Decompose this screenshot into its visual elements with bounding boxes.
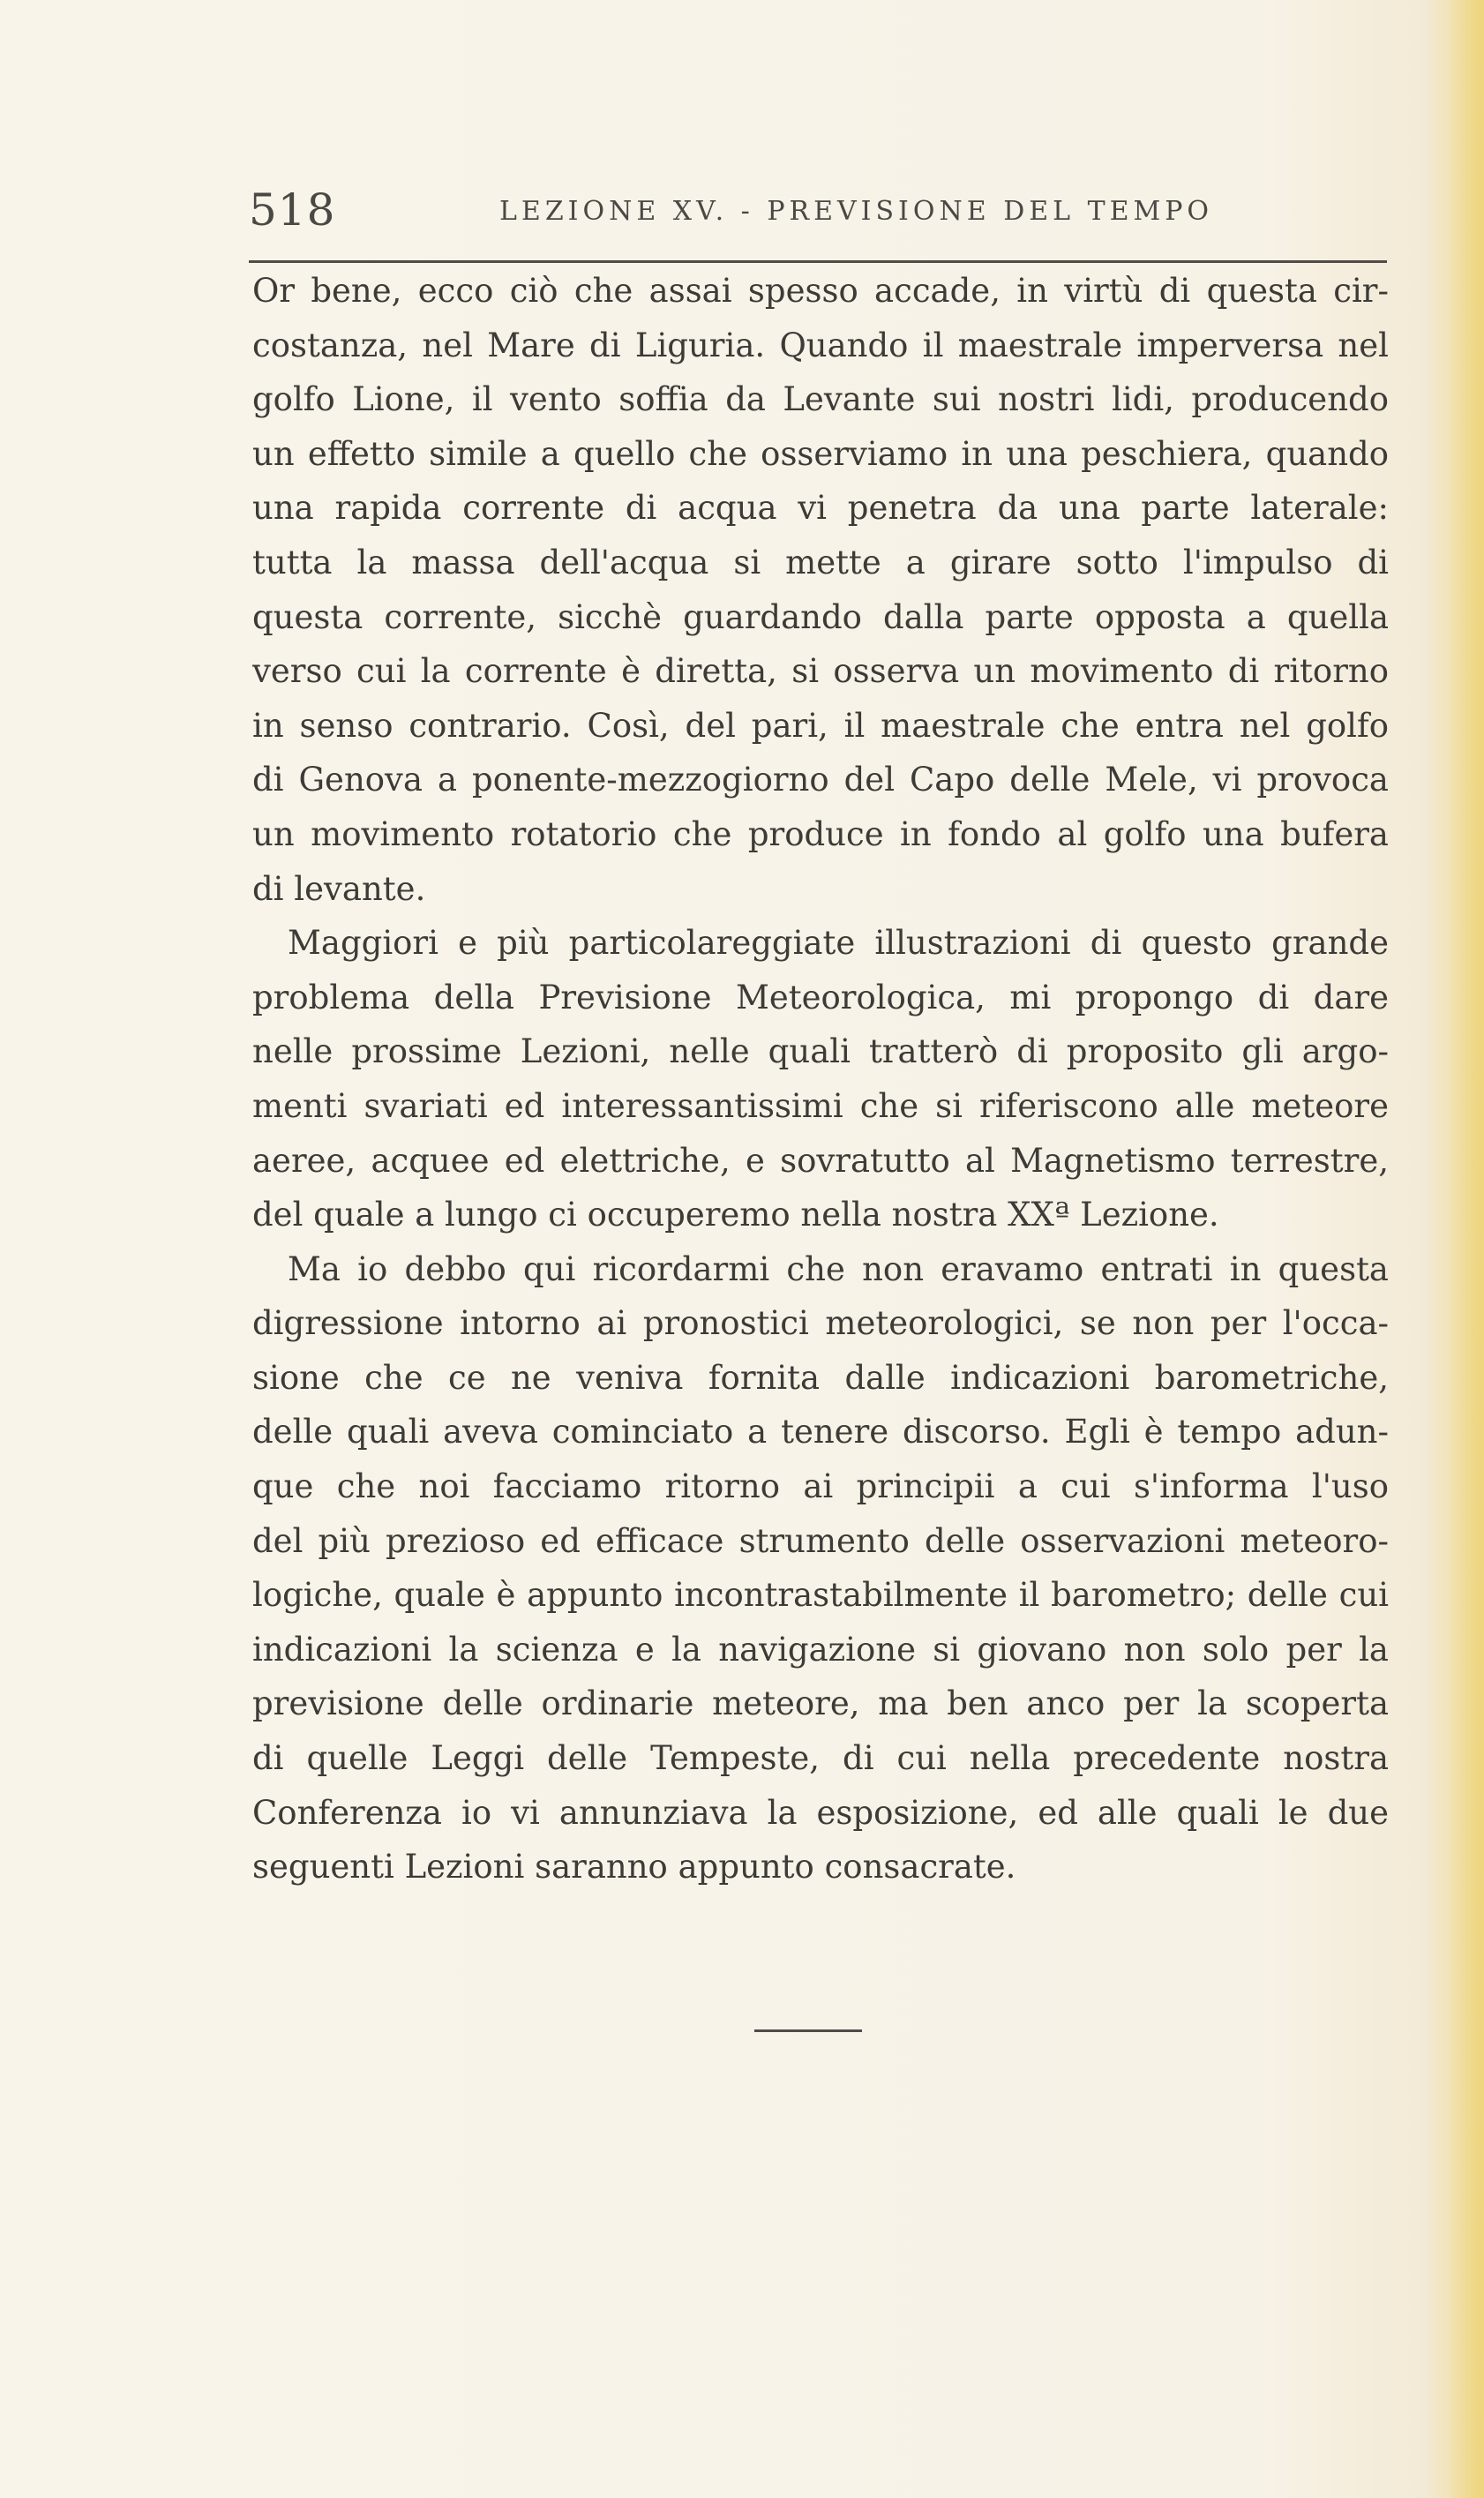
section-end-rule — [754, 2029, 862, 2032]
text-line: logiche, quale è appunto incontrastabilmente il barometro; delle cui — [252, 1576, 1389, 1615]
text-line: di quelle Leggi delle Tempeste, di cui nella precedente nostra — [252, 1739, 1389, 1778]
page-edge-discoloration — [1449, 0, 1484, 2498]
body-text — [252, 264, 1389, 1894]
text-line: golfo Lione, il vento soffia da Levante sui nostri lidi, producendo — [252, 380, 1389, 419]
page-header — [249, 184, 1387, 236]
text-line: una rapida corrente di acqua vi penetra da una parte laterale: — [252, 489, 1389, 528]
text-line: un movimento rotatorio che produce in fondo al golfo una bufera — [252, 814, 1389, 853]
text-line: verso cui la corrente è diretta, si osserva un movimento di ritorno — [252, 652, 1389, 691]
text-line: delle quali aveva cominciato a tenere discorso. Egli è tempo adun- — [252, 1413, 1389, 1452]
text-line: questa corrente, sicchè guardando dalla parte opposta a quella — [252, 597, 1389, 636]
text-line: digressione intorno ai pronostici meteorologici, se non per l'occa- — [252, 1304, 1389, 1343]
text-line: Ma io debbo qui ricordarmi che non eravamo entrati in questa — [288, 1249, 1389, 1288]
text-line: di Genova a ponente-mezzogiorno del Capo delle Mele, vi provoca — [252, 761, 1389, 799]
text-line: nelle prossime Lezioni, nelle quali tratterò di proposito gli argo- — [252, 1032, 1389, 1071]
text-line: previsione delle ordinarie meteore, ma ben anco per la scoperta — [252, 1684, 1389, 1723]
text-line: sione che ce ne veniva fornita dalle indicazioni barometriche, — [252, 1358, 1389, 1397]
text-line: del quale a lungo ci occuperemo nella nostra XXª Lezione. — [252, 1196, 1219, 1234]
text-line: del più prezioso ed efficace strumento delle osservazioni meteoro- — [252, 1521, 1389, 1560]
text-line: in senso contrario. Così, del pari, il maestrale che entra nel golfo — [252, 706, 1389, 745]
text-line: aeree, acquee ed elettriche, e sovratutto al Magnetismo terrestre, — [252, 1141, 1389, 1180]
page-number: 518 — [249, 184, 336, 236]
text-line: que che noi facciamo ritorno ai principii a cui s'informa l'uso — [252, 1467, 1389, 1506]
text-line: menti svariati ed interessantissimi che si riferiscono alle meteore — [252, 1086, 1389, 1125]
text-line: Or bene, ecco ciò che assai spesso accade, in virtù di questa cir- — [252, 272, 1389, 310]
header-rule — [249, 260, 1387, 263]
running-head: LEZIONE XV. - PREVISIONE DEL TEMPO — [499, 196, 1214, 227]
text-line: un effetto simile a quello che osserviamo in una peschiera, quando — [252, 434, 1389, 473]
text-line: Maggiori e più particolareggiate illustrazioni di questo grande — [288, 924, 1389, 963]
text-line: indicazioni la scienza e la navigazione si giovano non solo per la — [252, 1630, 1389, 1669]
text-line: seguenti Lezioni saranno appunto consacrate. — [252, 1848, 1016, 1887]
text-line: problema della Previsione Meteorologica, mi propongo di dare — [252, 978, 1389, 1016]
text-line: Conferenza io vi annunziava la esposizione, ed alle quali le due — [252, 1793, 1389, 1832]
text-line: tutta la massa dell'acqua si mette a girare sotto l'impulso di — [252, 543, 1389, 581]
text-line: costanza, nel Mare di Liguria. Quando il maestrale imperversa nel — [252, 326, 1389, 364]
text-line: di levante. — [252, 869, 426, 908]
